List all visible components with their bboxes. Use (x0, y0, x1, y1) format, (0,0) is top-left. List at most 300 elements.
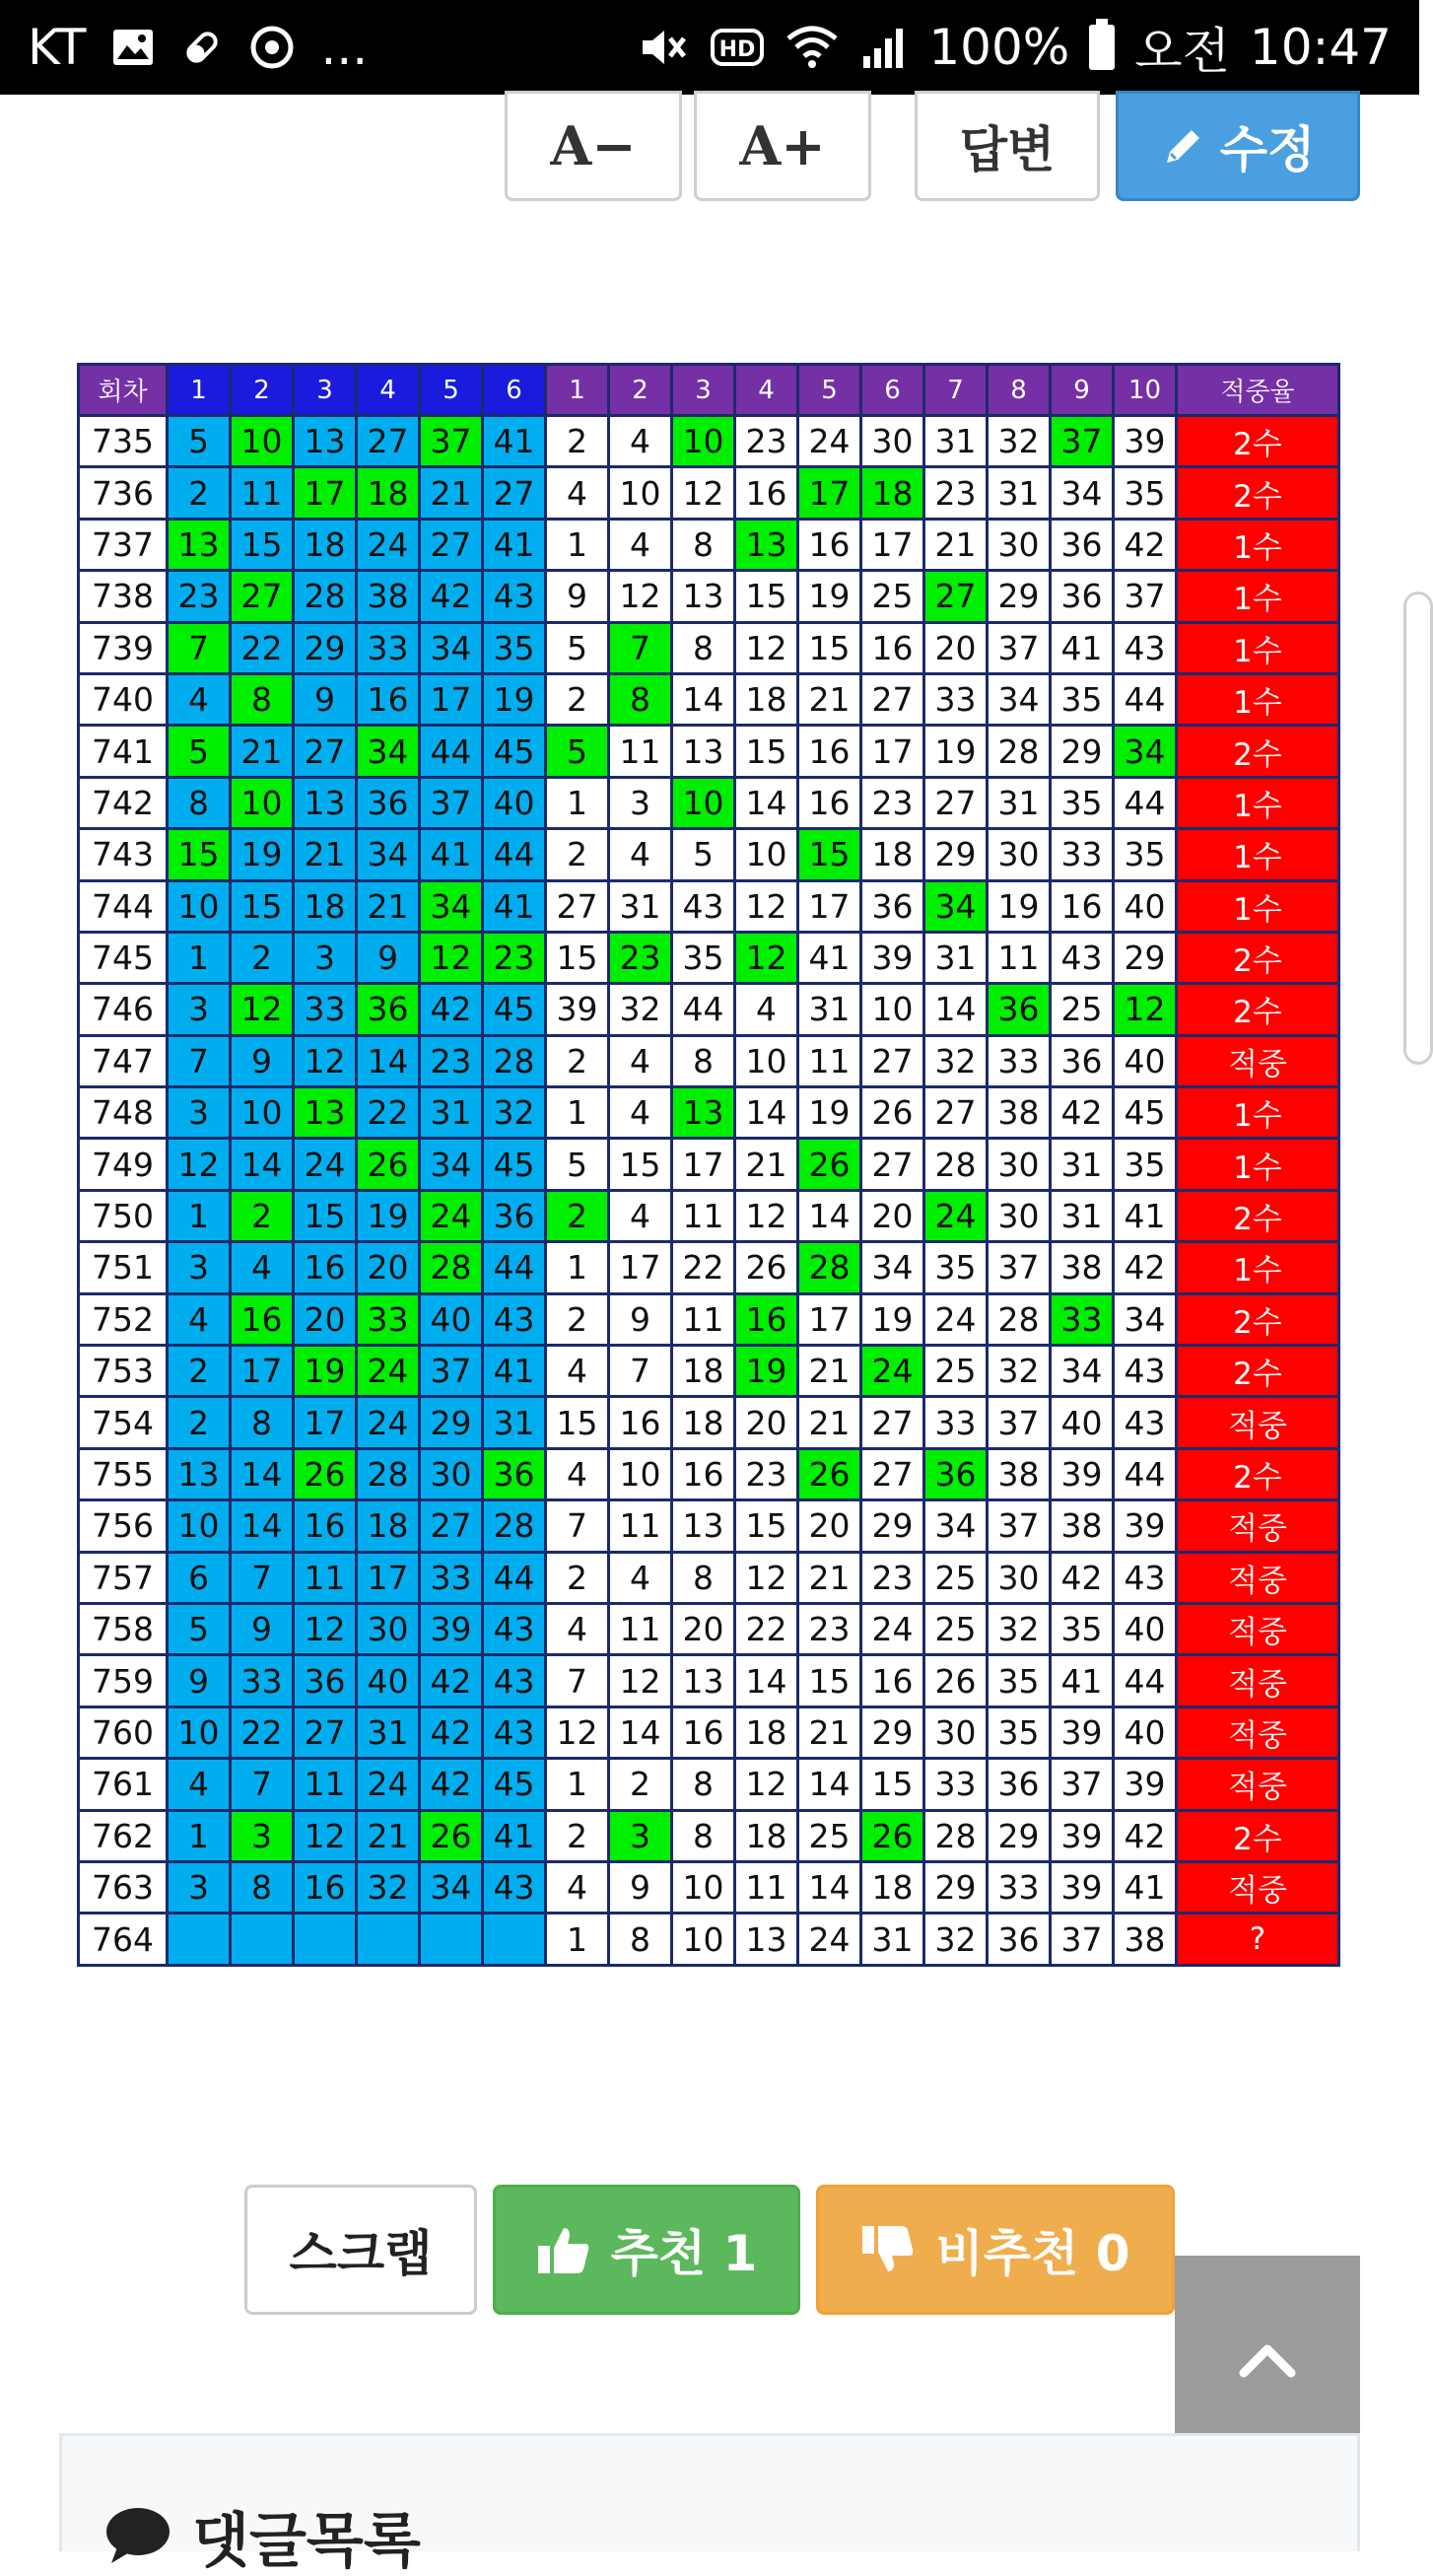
wifi-icon (785, 23, 840, 72)
winning-number-cell: 8 (231, 1861, 294, 1913)
predicted-number-cell: 40 (1114, 1603, 1177, 1654)
round-cell: 740 (79, 673, 168, 725)
predicted-number-cell: 11 (988, 932, 1051, 983)
winning-number-cell: 16 (294, 1242, 357, 1293)
predicted-number-cell: 17 (672, 1139, 735, 1190)
winning-number-cell: 17 (231, 1346, 294, 1397)
predicted-number-cell: 29 (861, 1500, 924, 1552)
predicted-number-cell: 18 (735, 673, 798, 725)
predicted-number-cell: 16 (798, 519, 861, 570)
winning-number-cell: 17 (420, 673, 483, 725)
round-cell: 750 (79, 1190, 168, 1241)
winning-number-cell: 26 (357, 1139, 420, 1190)
predicted-number-cell: 39 (1051, 1810, 1114, 1861)
predicted-number-cell: 21 (924, 519, 988, 570)
predicted-number-cell: 11 (735, 1861, 798, 1913)
predicted-number-cell: 10 (735, 1035, 798, 1086)
winning-number-cell: 3 (168, 984, 231, 1035)
winning-number-cell: 31 (357, 1706, 420, 1758)
winning-number-cell: 13 (294, 1087, 357, 1139)
thumbs-up-icon (536, 2224, 591, 2275)
winning-number-cell: 5 (168, 726, 231, 777)
predicted-number-cell: 10 (861, 984, 924, 1035)
hit-rate-cell: 1수 (1177, 880, 1339, 932)
winning-number-cell: 15 (231, 519, 294, 570)
predicted-number-cell: 39 (1051, 1448, 1114, 1499)
edit-button[interactable] (1116, 91, 1360, 201)
predicted-number-cell: 43 (1114, 622, 1177, 673)
round-cell: 762 (79, 1810, 168, 1861)
data-saver-icon (249, 25, 295, 70)
hit-rate-cell: 1수 (1177, 1139, 1339, 1190)
predicted-number-cell: 30 (924, 1706, 988, 1758)
predicted-number-cell: 42 (1114, 1242, 1177, 1293)
predicted-number-cell: 13 (735, 1914, 798, 1965)
hit-rate-cell: 2수 (1177, 416, 1339, 467)
winning-number-cell: 43 (483, 1655, 546, 1706)
winning-number-cell: 13 (168, 519, 231, 570)
winning-number-cell: 7 (168, 1035, 231, 1086)
winning-number-cell: 19 (357, 1190, 420, 1241)
winning-number-cell: 24 (294, 1139, 357, 1190)
predicted-number-cell: 22 (735, 1603, 798, 1654)
hit-rate-cell: 적중 (1177, 1861, 1339, 1913)
hit-rate-cell: 2수 (1177, 932, 1339, 983)
predicted-number-cell: 37 (988, 1397, 1051, 1448)
recommend-button[interactable] (493, 2185, 800, 2315)
predicted-number-cell: 33 (924, 1759, 988, 1810)
winning-number-cell: 41 (483, 1810, 546, 1861)
predicted-number-cell: 34 (861, 1242, 924, 1293)
predicted-number-cell: 18 (735, 1706, 798, 1758)
table-row (79, 777, 1339, 828)
predicted-number-cell: 29 (1114, 932, 1177, 983)
hit-rate-cell: 적중 (1177, 1552, 1339, 1603)
round-cell: 747 (79, 1035, 168, 1086)
winning-number-cell: 23 (420, 1035, 483, 1086)
winning-number-cell: 4 (168, 1759, 231, 1810)
time-ampm: 오전 (1134, 23, 1230, 80)
predicted-number-cell: 7 (546, 1655, 609, 1706)
pill-icon (180, 26, 224, 69)
winning-number-cell: 10 (168, 880, 231, 932)
predicted-number-cell: 44 (1114, 1448, 1177, 1499)
header-pred-7: 7 (924, 365, 988, 416)
predicted-number-cell: 17 (798, 1293, 861, 1345)
predicted-number-cell: 17 (861, 519, 924, 570)
predicted-number-cell: 7 (546, 1500, 609, 1552)
predicted-number-cell: 34 (924, 1500, 988, 1552)
predicted-number-cell: 35 (1051, 673, 1114, 725)
predicted-number-cell: 24 (798, 1914, 861, 1965)
predicted-number-cell: 10 (672, 777, 735, 828)
table-header (79, 365, 1339, 416)
winning-number-cell: 42 (420, 571, 483, 622)
predicted-number-cell: 4 (735, 984, 798, 1035)
carrier-label: KT (28, 19, 87, 76)
predicted-number-cell: 21 (798, 1552, 861, 1603)
winning-number-cell: 10 (231, 777, 294, 828)
predicted-number-cell: 39 (1051, 1861, 1114, 1913)
winning-number-cell: 24 (357, 1346, 420, 1397)
winning-number-cell: 15 (231, 880, 294, 932)
predicted-number-cell: 36 (1051, 519, 1114, 570)
predicted-number-cell: 25 (924, 1603, 988, 1654)
predicted-number-cell: 37 (988, 1242, 1051, 1293)
winning-number-cell: 34 (420, 622, 483, 673)
predicted-number-cell: 39 (1051, 1706, 1114, 1758)
hit-rate-cell: 2수 (1177, 1346, 1339, 1397)
predicted-number-cell: 4 (546, 1448, 609, 1499)
winning-number-cell: 33 (294, 984, 357, 1035)
winning-number-cell: 21 (420, 467, 483, 519)
winning-number-cell: 23 (483, 932, 546, 983)
table-row (79, 1242, 1339, 1293)
winning-number-cell: 30 (420, 1448, 483, 1499)
table-row (79, 1759, 1339, 1810)
round-cell: 753 (79, 1346, 168, 1397)
winning-number-cell: 33 (231, 1655, 294, 1706)
reply-button[interactable]: 답변 (915, 91, 1100, 201)
winning-number-cell: 8 (231, 673, 294, 725)
winning-number-cell: 34 (420, 880, 483, 932)
predicted-number-cell: 33 (1051, 829, 1114, 880)
predicted-number-cell: 34 (1051, 1346, 1114, 1397)
table-body (79, 416, 1339, 1966)
winning-number-cell: 41 (483, 880, 546, 932)
not-recommend-label: 비추천 0 (935, 2225, 1130, 2282)
winning-number-cell: 18 (357, 1500, 420, 1552)
predicted-number-cell: 1 (546, 1759, 609, 1810)
predicted-number-cell: 8 (672, 1035, 735, 1086)
round-cell: 739 (79, 622, 168, 673)
winning-number-cell: 19 (483, 673, 546, 725)
predicted-number-cell: 27 (924, 571, 988, 622)
predicted-number-cell: 27 (861, 1035, 924, 1086)
pencil-icon (1161, 123, 1206, 169)
predicted-number-cell: 11 (609, 1603, 672, 1654)
winning-number-cell: 2 (231, 1190, 294, 1241)
predicted-number-cell: 8 (672, 622, 735, 673)
predicted-number-cell: 2 (609, 1759, 672, 1810)
winning-number-cell (420, 1914, 483, 1965)
not-recommend-button[interactable] (816, 2185, 1175, 2315)
hit-rate-cell: ? (1177, 1914, 1339, 1965)
predicted-number-cell: 15 (798, 622, 861, 673)
winning-number-cell: 21 (231, 726, 294, 777)
predicted-number-cell: 14 (798, 1861, 861, 1913)
predicted-number-cell: 31 (924, 932, 988, 983)
table-row (79, 1448, 1339, 1499)
predicted-number-cell: 43 (1114, 1346, 1177, 1397)
predicted-number-cell: 19 (798, 571, 861, 622)
predicted-number-cell: 23 (861, 1552, 924, 1603)
predicted-number-cell: 15 (735, 571, 798, 622)
winning-number-cell: 43 (483, 571, 546, 622)
predicted-number-cell: 11 (609, 1500, 672, 1552)
predicted-number-cell: 17 (609, 1242, 672, 1293)
winning-number-cell: 27 (420, 1500, 483, 1552)
table-row (79, 622, 1339, 673)
predicted-number-cell: 18 (861, 829, 924, 880)
winning-number-cell: 44 (483, 829, 546, 880)
predicted-number-cell: 12 (735, 622, 798, 673)
hit-rate-cell: 적중 (1177, 1603, 1339, 1654)
winning-number-cell: 45 (483, 1759, 546, 1810)
predicted-number-cell: 9 (609, 1861, 672, 1913)
predicted-number-cell: 2 (546, 1190, 609, 1241)
header-win-1: 1 (168, 365, 231, 416)
round-cell: 755 (79, 1448, 168, 1499)
winning-number-cell: 8 (168, 777, 231, 828)
predicted-number-cell: 19 (988, 880, 1051, 932)
predicted-number-cell: 35 (988, 1655, 1051, 1706)
hit-rate-cell: 적중 (1177, 1706, 1339, 1758)
table-row (79, 984, 1339, 1035)
table-row (79, 1397, 1339, 1448)
winning-number-cell: 5 (168, 1603, 231, 1654)
winning-number-cell: 2 (168, 1397, 231, 1448)
predicted-number-cell: 24 (924, 1190, 988, 1241)
predicted-number-cell: 34 (924, 880, 988, 932)
round-cell: 759 (79, 1655, 168, 1706)
scrap-button[interactable] (244, 2185, 477, 2315)
winning-number-cell: 3 (168, 1087, 231, 1139)
predicted-number-cell: 36 (1051, 1035, 1114, 1086)
predicted-number-cell: 35 (924, 1242, 988, 1293)
predicted-number-cell: 31 (861, 1914, 924, 1965)
predicted-number-cell: 14 (609, 1706, 672, 1758)
winning-number-cell: 24 (420, 1190, 483, 1241)
predicted-number-cell: 10 (672, 1914, 735, 1965)
predicted-number-cell: 25 (861, 571, 924, 622)
predicted-number-cell: 11 (609, 726, 672, 777)
predicted-number-cell: 8 (609, 1914, 672, 1965)
predicted-number-cell: 39 (1114, 1500, 1177, 1552)
winning-number-cell: 3 (168, 1242, 231, 1293)
predicted-number-cell: 9 (546, 571, 609, 622)
predicted-number-cell: 35 (672, 932, 735, 983)
winning-number-cell: 45 (483, 726, 546, 777)
round-cell: 749 (79, 1139, 168, 1190)
predicted-number-cell: 28 (988, 1293, 1051, 1345)
predicted-number-cell: 16 (672, 1706, 735, 1758)
side-panel-handle[interactable] (1403, 592, 1433, 1065)
font-decrease-button[interactable]: A− (505, 91, 682, 201)
predicted-number-cell: 41 (1114, 1190, 1177, 1241)
header-pred-5: 5 (798, 365, 861, 416)
predicted-number-cell: 4 (609, 829, 672, 880)
predicted-number-cell: 41 (1051, 1655, 1114, 1706)
winning-number-cell: 45 (483, 1139, 546, 1190)
winning-number-cell: 12 (420, 932, 483, 983)
hit-rate-cell: 1수 (1177, 673, 1339, 725)
winning-number-cell: 11 (294, 1759, 357, 1810)
predicted-number-cell: 27 (861, 1397, 924, 1448)
round-cell: 735 (79, 416, 168, 467)
predicted-number-cell: 30 (988, 1552, 1051, 1603)
winning-number-cell: 14 (357, 1035, 420, 1086)
hit-rate-cell: 2수 (1177, 1810, 1339, 1861)
winning-number-cell: 20 (357, 1242, 420, 1293)
table-row (79, 1810, 1339, 1861)
winning-number-cell: 17 (357, 1552, 420, 1603)
winning-number-cell: 33 (357, 622, 420, 673)
predicted-number-cell: 33 (988, 1861, 1051, 1913)
winning-number-cell: 14 (231, 1448, 294, 1499)
table-row (79, 1293, 1339, 1345)
winning-number-cell: 3 (294, 932, 357, 983)
battery-icon (1089, 25, 1115, 70)
winning-number-cell: 16 (294, 1861, 357, 1913)
hit-rate-cell: 적중 (1177, 1759, 1339, 1810)
winning-number-cell: 44 (420, 726, 483, 777)
predicted-number-cell: 14 (924, 984, 988, 1035)
predicted-number-cell: 4 (546, 1861, 609, 1913)
predicted-number-cell: 16 (861, 1655, 924, 1706)
predicted-number-cell: 15 (609, 1139, 672, 1190)
winning-number-cell: 31 (420, 1087, 483, 1139)
thumbs-down-icon (860, 2224, 916, 2275)
predicted-number-cell: 12 (735, 880, 798, 932)
round-cell: 746 (79, 984, 168, 1035)
predicted-number-cell: 21 (798, 1397, 861, 1448)
predicted-number-cell: 27 (861, 1139, 924, 1190)
winning-number-cell (168, 1914, 231, 1965)
predicted-number-cell: 13 (672, 571, 735, 622)
predicted-number-cell: 20 (798, 1500, 861, 1552)
winning-number-cell: 4 (168, 673, 231, 725)
predicted-number-cell: 34 (1114, 726, 1177, 777)
predicted-number-cell: 38 (1051, 1500, 1114, 1552)
winning-number-cell: 40 (483, 777, 546, 828)
table-row (79, 1914, 1339, 1965)
winning-number-cell: 9 (231, 1035, 294, 1086)
winning-number-cell: 35 (483, 622, 546, 673)
winning-number-cell: 32 (483, 1087, 546, 1139)
table-row (79, 880, 1339, 932)
winning-number-cell: 45 (483, 984, 546, 1035)
table-row (79, 1035, 1339, 1086)
predicted-number-cell: 17 (798, 880, 861, 932)
predicted-number-cell: 36 (988, 1914, 1051, 1965)
predicted-number-cell: 13 (672, 1087, 735, 1139)
header-win-3: 3 (294, 365, 357, 416)
predicted-number-cell: 1 (546, 519, 609, 570)
predicted-number-cell: 31 (798, 984, 861, 1035)
winning-number-cell: 2 (231, 932, 294, 983)
winning-number-cell: 38 (357, 571, 420, 622)
predicted-number-cell: 27 (924, 777, 988, 828)
predicted-number-cell: 12 (1114, 984, 1177, 1035)
table-row (79, 571, 1339, 622)
header-pred-6: 6 (861, 365, 924, 416)
predicted-number-cell: 10 (672, 1861, 735, 1913)
winning-number-cell: 29 (420, 1397, 483, 1448)
predicted-number-cell: 19 (924, 726, 988, 777)
winning-number-cell: 12 (294, 1603, 357, 1654)
predicted-number-cell: 11 (672, 1190, 735, 1241)
font-increase-button[interactable]: A+ (694, 91, 871, 201)
header-win-2: 2 (231, 365, 294, 416)
predicted-number-cell: 35 (1114, 1139, 1177, 1190)
predicted-number-cell: 39 (861, 932, 924, 983)
predicted-number-cell: 8 (672, 1810, 735, 1861)
scroll-top-button[interactable] (1175, 2256, 1360, 2463)
predicted-number-cell: 37 (988, 1500, 1051, 1552)
round-cell: 736 (79, 467, 168, 519)
winning-number-cell: 1 (168, 1810, 231, 1861)
predicted-number-cell: 15 (798, 829, 861, 880)
winning-number-cell: 37 (420, 416, 483, 467)
predicted-number-cell: 24 (924, 1293, 988, 1345)
winning-number-cell: 24 (357, 519, 420, 570)
predicted-number-cell: 28 (924, 1810, 988, 1861)
winning-number-cell: 33 (420, 1552, 483, 1603)
predicted-number-cell: 3 (609, 777, 672, 828)
winning-number-cell: 34 (420, 1861, 483, 1913)
winning-number-cell: 22 (231, 622, 294, 673)
predicted-number-cell: 1 (546, 1242, 609, 1293)
predicted-number-cell: 2 (546, 416, 609, 467)
hit-rate-cell: 1수 (1177, 777, 1339, 828)
predicted-number-cell: 15 (546, 932, 609, 983)
predicted-number-cell: 11 (798, 1035, 861, 1086)
predicted-number-cell: 33 (1051, 1293, 1114, 1345)
predicted-number-cell: 4 (546, 1603, 609, 1654)
predicted-number-cell: 18 (672, 1346, 735, 1397)
recommend-label: 추천 1 (610, 2225, 758, 2282)
winning-number-cell: 40 (420, 1293, 483, 1345)
hit-rate-cell: 2수 (1177, 467, 1339, 519)
winning-number-cell: 14 (231, 1500, 294, 1552)
predicted-number-cell: 29 (861, 1706, 924, 1758)
predicted-number-cell: 26 (798, 1139, 861, 1190)
predicted-number-cell: 45 (1114, 1087, 1177, 1139)
header-win-6: 6 (483, 365, 546, 416)
winning-number-cell: 4 (168, 1293, 231, 1345)
winning-number-cell: 21 (294, 829, 357, 880)
predicted-number-cell: 31 (1051, 1139, 1114, 1190)
table-row (79, 726, 1339, 777)
winning-number-cell: 1 (168, 932, 231, 983)
winning-number-cell: 10 (168, 1500, 231, 1552)
predicted-number-cell: 37 (1051, 416, 1114, 467)
table-row (79, 467, 1339, 519)
winning-number-cell: 3 (168, 1861, 231, 1913)
status-bar (0, 0, 1419, 95)
round-cell: 751 (79, 1242, 168, 1293)
predicted-number-cell: 27 (546, 880, 609, 932)
predicted-number-cell: 4 (546, 1346, 609, 1397)
predicted-number-cell: 14 (672, 673, 735, 725)
predicted-number-cell: 43 (1114, 1552, 1177, 1603)
winning-number-cell: 44 (483, 1552, 546, 1603)
winning-number-cell: 17 (294, 467, 357, 519)
winning-number-cell: 43 (483, 1861, 546, 1913)
winning-number-cell: 42 (420, 984, 483, 1035)
predicted-number-cell: 37 (1051, 1914, 1114, 1965)
predicted-number-cell: 29 (988, 571, 1051, 622)
predicted-number-cell: 4 (609, 1190, 672, 1241)
predicted-number-cell: 27 (861, 673, 924, 725)
winning-number-cell: 16 (231, 1293, 294, 1345)
table-row (79, 519, 1339, 570)
table-row (79, 1346, 1339, 1397)
winning-number-cell: 9 (294, 673, 357, 725)
winning-number-cell: 13 (294, 777, 357, 828)
round-cell: 742 (79, 777, 168, 828)
